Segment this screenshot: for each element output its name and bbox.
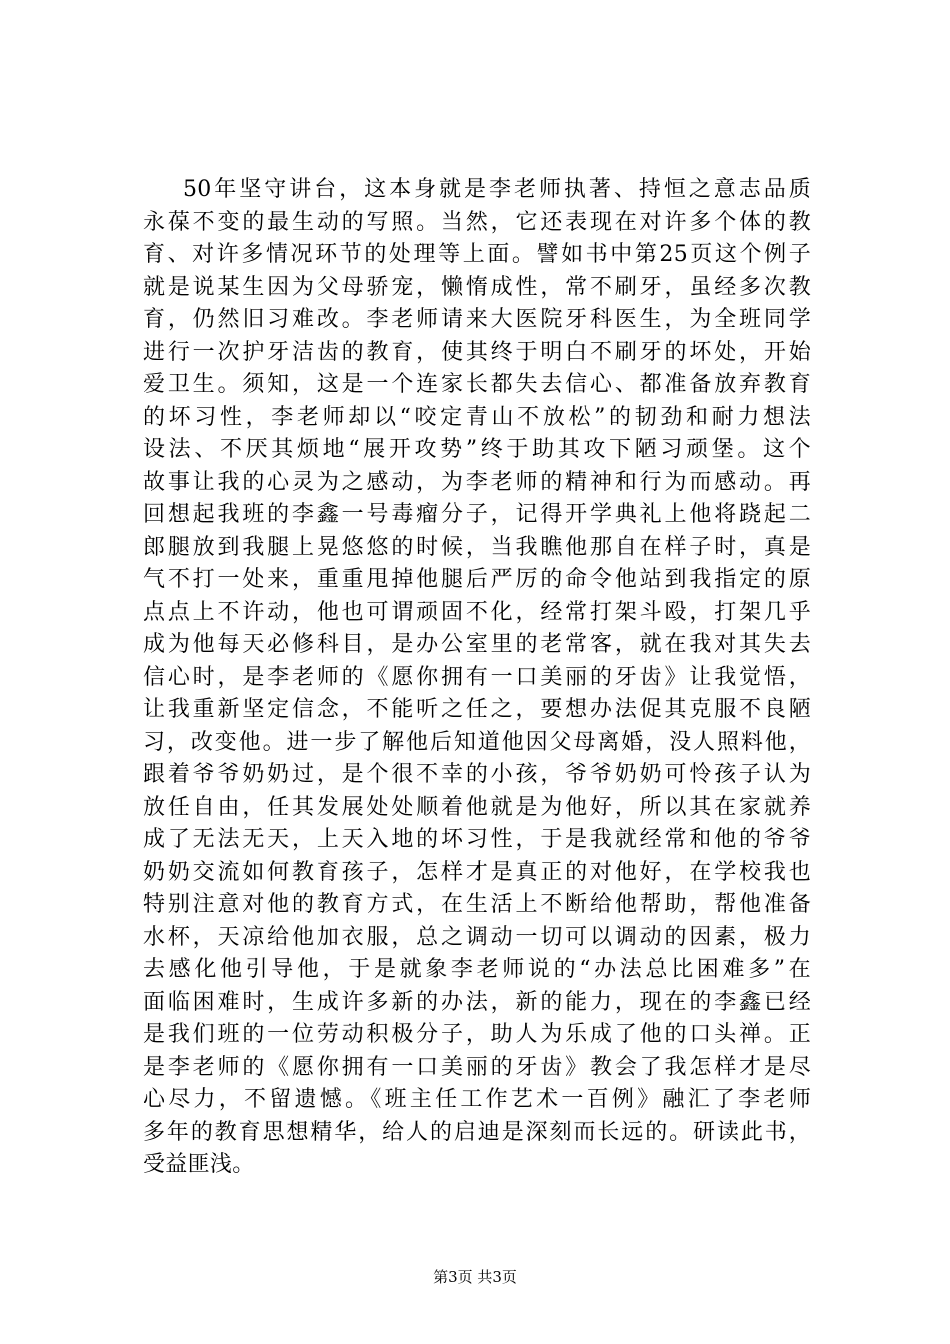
paragraph-line: 成为他每天必修科目，是办公室里的老常客，就在我对其失去 xyxy=(143,632,811,657)
paragraph-line: 奶奶交流如何教育孩子，怎样才是真正的对他好，在学校我也 xyxy=(143,859,811,885)
paragraph-line: 面临困难时，生成许多新的办法，新的能力，现在的李鑫已经 xyxy=(143,989,811,1015)
paragraph-line: 气不打一处来，重重甩掉他腿后严厉的命令他站到我指定的原 xyxy=(143,567,811,592)
page-footer xyxy=(0,1267,950,1287)
paragraph-line: 的坏习性，李老师却以“咬定青山不放松”的韧劲和耐力想法 xyxy=(143,404,811,430)
paragraph-line: 设法、不厌其烦地“展开攻势”终于助其攻下陋习顽堡。这个 xyxy=(143,437,811,462)
paragraph-line: 进行一次护牙洁齿的教育，使其终于明白不刷牙的坏处，开始 xyxy=(143,339,811,365)
paragraph-line: 爱卫生。须知，这是一个连家长都失去信心、都准备放弃教育 xyxy=(143,372,811,397)
paragraph-line: 育，仍然旧习难改。李老师请来大医院牙科医生，为全班同学 xyxy=(143,307,811,332)
paragraph-line: 放任自由，任其发展处处顺着他就是为他好，所以其在家就养 xyxy=(143,794,811,820)
paragraph-line: 就是说某生因为父母骄宠，懒惰成性，常不刷牙，虽经多次教 xyxy=(143,274,811,300)
paragraph-line: 信心时，是李老师的《愿你拥有一口美丽的牙齿》让我觉悟， xyxy=(143,664,811,690)
paragraph-line: 水杯，天凉给他加衣服，总之调动一切可以调动的因素，极力 xyxy=(143,924,811,950)
paragraph-line: 郎腿放到我腿上晃悠悠的时候，当我瞧他那自在样子时，真是 xyxy=(143,534,811,560)
paragraph-line: 多年的教育思想精华，给人的启迪是深刻而长远的。研读此书， xyxy=(143,1119,811,1145)
paragraph-line: 去感化他引导他，于是就象李老师说的“办法总比困难多”在 xyxy=(143,957,811,982)
page-number-label: 第3页 共3页 xyxy=(433,1268,517,1286)
paragraph-line: 是李老师的《愿你拥有一口美丽的牙齿》教会了我怎样才是尽 xyxy=(143,1054,811,1080)
paragraph-line: 特别注意对他的教育方式，在生活上不断给他帮助，帮他准备 xyxy=(143,892,811,917)
paragraph-line: 是我们班的一位劳动积极分子，助人为乐成了他的口头禅。正 xyxy=(143,1022,811,1047)
paragraph-line: 回想起我班的李鑫一号毒瘤分子，记得开学典礼上他将跷起二 xyxy=(143,502,811,527)
paragraph-line: 受益匪浅。 xyxy=(143,1152,255,1177)
body-paragraph xyxy=(143,174,811,1182)
paragraph-line: 育、对许多情况环节的处理等上面。譬如书中第25页这个例子 xyxy=(143,242,811,267)
paragraph-line: 50年坚守讲台，这本身就是李老师执著、持恒之意志品质 xyxy=(183,177,811,202)
paragraph-line: 习，改变他。进一步了解他后知道他因父母离婚，没人照料他， xyxy=(143,729,811,755)
paragraph-line: 点点上不许动，他也可谓顽固不化，经常打架斗殴，打架几乎 xyxy=(143,599,811,625)
paragraph-line: 永葆不变的最生动的写照。当然，它还表现在对许多个体的教 xyxy=(143,209,811,235)
paragraph-line: 让我重新坚定信念，不能听之任之，要想办法促其克服不良陋 xyxy=(143,697,811,722)
paragraph-line: 心尽力，不留遗憾。《班主任工作艺术一百例》融汇了李老师 xyxy=(143,1087,811,1112)
paragraph-line: 成了无法无天，上天入地的坏习性，于是我就经常和他的爷爷 xyxy=(143,827,811,852)
paragraph-line: 故事让我的心灵为之感动，为李老师的精神和行为而感动。再 xyxy=(143,469,811,495)
paragraph-line: 跟着爷爷奶奶过，是个很不幸的小孩，爷爷奶奶可怜孩子认为 xyxy=(143,762,811,787)
